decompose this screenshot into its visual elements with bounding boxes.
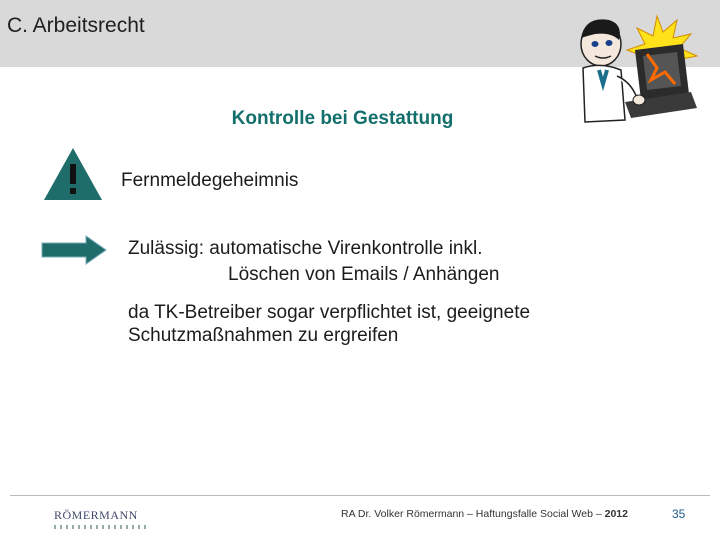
bullet-zulaessig-line-1: Zulässig: automatische Virenkontrolle inkl.	[128, 238, 483, 259]
footer-credit	[341, 508, 628, 520]
footer-divider	[10, 495, 710, 496]
footer-credit-text: RA Dr. Volker Römermann – Haftungsfalle Social Web –	[341, 508, 605, 520]
bullet-zulaessig-line-2: Löschen von Emails / Anhängen	[228, 264, 500, 285]
logo-text: RÖMERMANN	[54, 508, 138, 522]
logo-underline	[54, 525, 146, 529]
roemermann-logo	[50, 502, 150, 536]
section-title: C. Arbeitsrecht	[7, 14, 145, 37]
bullet-tk-betreiber-line-1: da TK-Betreiber sogar verpflichtet ist, geeignete	[128, 302, 531, 323]
exclamation-warning-icon	[42, 146, 104, 202]
slide-heading: Kontrolle bei Gestattung	[231, 108, 454, 129]
bullet-fernmeldegeheimnis: Fernmeldegeheimnis	[121, 170, 299, 191]
right-arrow-icon	[40, 235, 108, 265]
bullet-tk-betreiber-line-2: Schutzmaßnahmen zu ergreifen	[128, 325, 399, 346]
footer-year: 2012	[604, 508, 628, 520]
page-number: 35	[672, 507, 686, 521]
